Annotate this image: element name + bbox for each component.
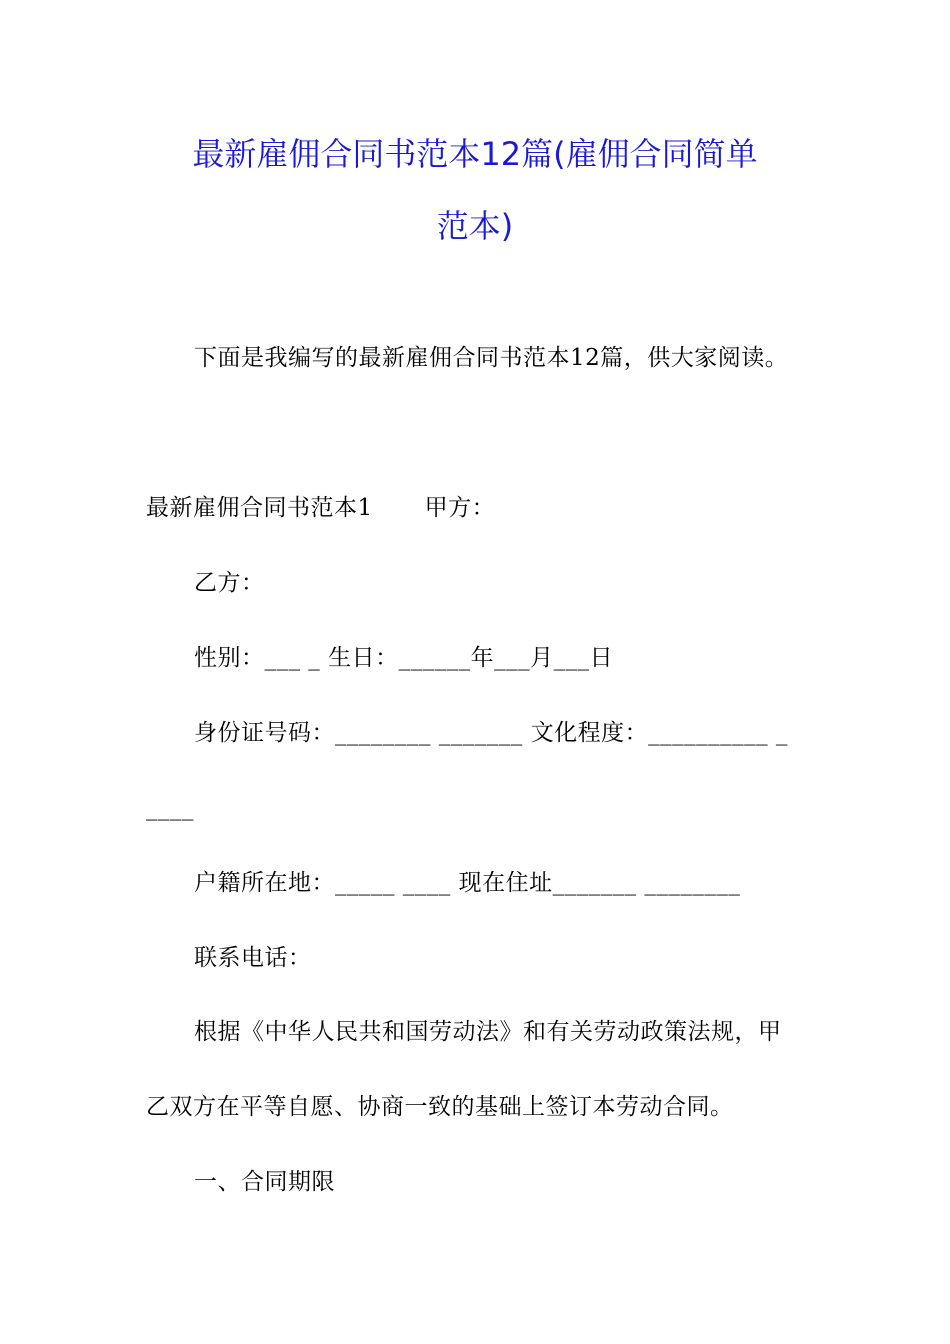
- id-education-continuation: ____: [146, 795, 194, 821]
- section-heading: 最新雇佣合同书范本1: [146, 495, 373, 521]
- intro-paragraph: 下面是我编写的最新雇佣合同书范本12篇，供大家阅读。: [194, 345, 789, 371]
- id-education-line: 身份证号码：________ _______ 文化程度：__________ _: [194, 720, 788, 746]
- section-heading-row: [146, 493, 495, 523]
- phone-label: 联系电话：: [194, 945, 312, 971]
- party-b-label: 乙方：: [194, 570, 265, 596]
- legal-basis-line-2: 乙双方在平等自愿、协商一致的基础上签订本劳动合同。: [146, 1094, 734, 1120]
- gender-birthday-line: 性别：___ _ 生日：______年___月___日: [194, 645, 614, 671]
- legal-basis-line-1: 根据《中华人民共和国劳动法》和有关劳动政策法规，甲: [194, 1019, 782, 1045]
- clause-1-heading: 一、合同期限: [194, 1169, 335, 1195]
- residence-address-line: 户籍所在地：_____ ____ 现在住址_______ ________: [194, 870, 741, 896]
- party-a-label: 甲方：: [424, 495, 496, 521]
- document-title-line-2: 范本): [436, 207, 514, 245]
- document-title-line-1: 最新雇佣合同书范本12篇(雇佣合同简单: [192, 135, 758, 173]
